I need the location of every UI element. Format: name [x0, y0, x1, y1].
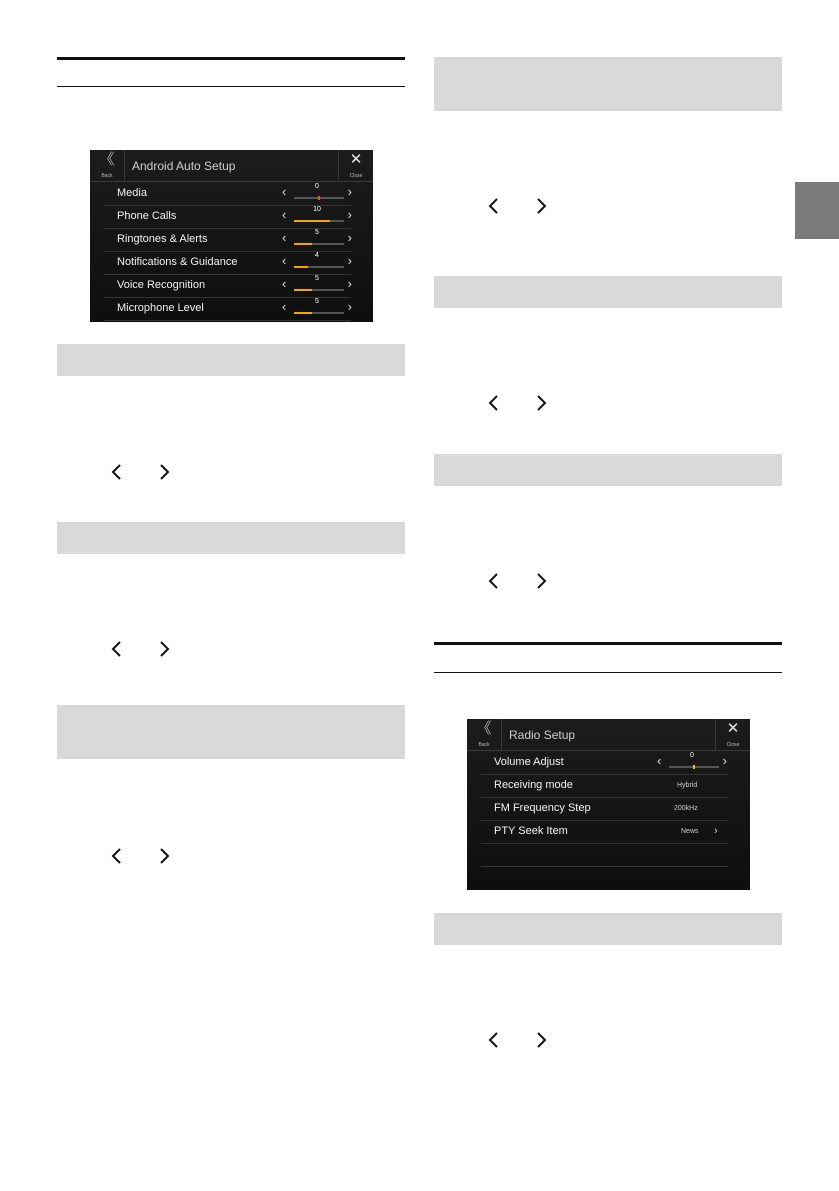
- chevron-right-icon[interactable]: ›: [347, 299, 352, 314]
- row-label: Microphone Level: [117, 302, 204, 314]
- section-heading-bar: [434, 276, 782, 308]
- chevron-left-icon[interactable]: ‹: [282, 230, 287, 245]
- slider-track: [294, 312, 344, 314]
- row-label: FM Frequency Step: [494, 802, 591, 814]
- screen-title: Android Auto Setup: [132, 159, 236, 173]
- chevron-right-icon: [157, 847, 171, 865]
- slider-value: 10: [313, 206, 321, 213]
- level-slider[interactable]: [282, 228, 352, 251]
- fm-frequency-step-row[interactable]: [481, 797, 728, 821]
- chevron-left-icon[interactable]: ‹: [282, 276, 287, 291]
- chevron-left-icon: [487, 572, 501, 590]
- row-value: Hybrid: [677, 782, 698, 789]
- chevron-right-icon[interactable]: ›: [347, 230, 352, 245]
- chevron-left-icon[interactable]: ‹: [657, 753, 662, 768]
- level-slider[interactable]: [282, 251, 352, 274]
- chevron-right-icon: [157, 463, 171, 481]
- slider-track: [669, 766, 719, 768]
- section-rule-top: [434, 642, 782, 645]
- section-rule-bottom: [57, 86, 405, 87]
- chevron-left-icon: [487, 197, 501, 215]
- section-heading-bar: [57, 705, 405, 759]
- setting-row[interactable]: [104, 182, 351, 206]
- level-slider[interactable]: [282, 205, 352, 228]
- chevron-right-icon: [534, 1031, 548, 1049]
- slider-track: [294, 266, 344, 268]
- chevron-left-icon: [110, 847, 124, 865]
- back-label: Back: [478, 742, 490, 748]
- section-heading-bar: [434, 57, 782, 111]
- double-chevron-left-icon: 《: [99, 151, 115, 168]
- setting-row[interactable]: [104, 274, 351, 298]
- row-label: Receiving mode: [494, 779, 573, 791]
- level-slider[interactable]: [282, 182, 352, 205]
- chevron-right-icon[interactable]: ›: [722, 753, 727, 768]
- chevron-left-icon[interactable]: ‹: [282, 184, 287, 199]
- slider-center-tick: [693, 765, 695, 769]
- chevron-left-icon: [110, 463, 124, 481]
- slider-track: [294, 220, 344, 222]
- slider-value: 5: [315, 298, 319, 305]
- screen-header: [467, 719, 750, 751]
- close-label: Close: [726, 742, 740, 748]
- section-heading-bar: [434, 913, 782, 945]
- row-value: 200kHz: [674, 805, 698, 812]
- slider-center-tick: [318, 196, 320, 200]
- slider-fill: [294, 312, 312, 314]
- slider-track: [294, 243, 344, 245]
- slider-track: [294, 197, 344, 199]
- section-rule-top: [57, 57, 405, 60]
- chevron-right-icon[interactable]: ›: [347, 276, 352, 291]
- slider-fill: [294, 289, 312, 291]
- row-label: Notifications & Guidance: [117, 256, 238, 268]
- slider-fill: [294, 266, 308, 268]
- chevron-right-icon: [534, 197, 548, 215]
- close-button[interactable]: [338, 150, 373, 181]
- row-label: Phone Calls: [117, 210, 177, 222]
- close-button[interactable]: [715, 719, 750, 750]
- screen-title: Radio Setup: [509, 728, 576, 742]
- section-heading-bar: [57, 344, 405, 376]
- chapter-tab: [795, 182, 839, 239]
- setting-row[interactable]: [104, 205, 351, 229]
- back-button[interactable]: [467, 719, 502, 750]
- pty-seek-item-row[interactable]: [481, 820, 728, 844]
- row-value: News: [681, 828, 699, 835]
- radio-setup-screen: [467, 719, 750, 890]
- slider-value: 5: [315, 275, 319, 282]
- slider-value: 5: [315, 229, 319, 236]
- chevron-right-icon[interactable]: ›: [347, 184, 352, 199]
- close-label: Close: [349, 173, 363, 179]
- row-label: Media: [117, 187, 147, 199]
- row-label: PTY Seek Item: [494, 825, 568, 837]
- chevron-right-icon: ›: [714, 825, 718, 837]
- volume-adjust-row[interactable]: [481, 751, 728, 775]
- volume-slider[interactable]: [657, 751, 727, 774]
- chevron-right-icon: [157, 640, 171, 658]
- back-button[interactable]: [90, 150, 125, 181]
- row-label: Volume Adjust: [494, 756, 564, 768]
- screen-header: [90, 150, 373, 182]
- section-heading-bar: [434, 454, 782, 486]
- double-chevron-left-icon: 《: [476, 720, 492, 737]
- setting-row[interactable]: [104, 228, 351, 252]
- slider-fill: [294, 220, 330, 222]
- slider-track: [294, 289, 344, 291]
- chevron-right-icon[interactable]: ›: [347, 253, 352, 268]
- back-label: Back: [101, 173, 113, 179]
- close-icon: ✕: [349, 151, 363, 168]
- section-heading-bar: [57, 522, 405, 554]
- slider-value: 4: [315, 252, 319, 259]
- chevron-left-icon: [487, 394, 501, 412]
- chevron-left-icon[interactable]: ‹: [282, 299, 287, 314]
- close-icon: ✕: [726, 720, 740, 737]
- setting-row[interactable]: [104, 297, 351, 321]
- level-slider[interactable]: [282, 274, 352, 297]
- chevron-right-icon: [534, 394, 548, 412]
- level-slider[interactable]: [282, 297, 352, 320]
- chevron-right-icon: [534, 572, 548, 590]
- setting-row[interactable]: [104, 251, 351, 275]
- chevron-left-icon: [487, 1031, 501, 1049]
- slider-value: 0: [315, 183, 319, 190]
- chevron-left-icon[interactable]: ‹: [282, 207, 287, 222]
- slider-value: 0: [690, 752, 694, 759]
- chevron-right-icon[interactable]: ›: [347, 207, 352, 222]
- receiving-mode-row[interactable]: [481, 774, 728, 798]
- row-label: Voice Recognition: [117, 279, 206, 291]
- row-label: Ringtones & Alerts: [117, 233, 208, 245]
- empty-row: [481, 843, 728, 867]
- chevron-left-icon[interactable]: ‹: [282, 253, 287, 268]
- android-auto-setup-screen: [90, 150, 373, 322]
- chevron-left-icon: [110, 640, 124, 658]
- slider-fill: [294, 243, 312, 245]
- section-rule-bottom: [434, 672, 782, 673]
